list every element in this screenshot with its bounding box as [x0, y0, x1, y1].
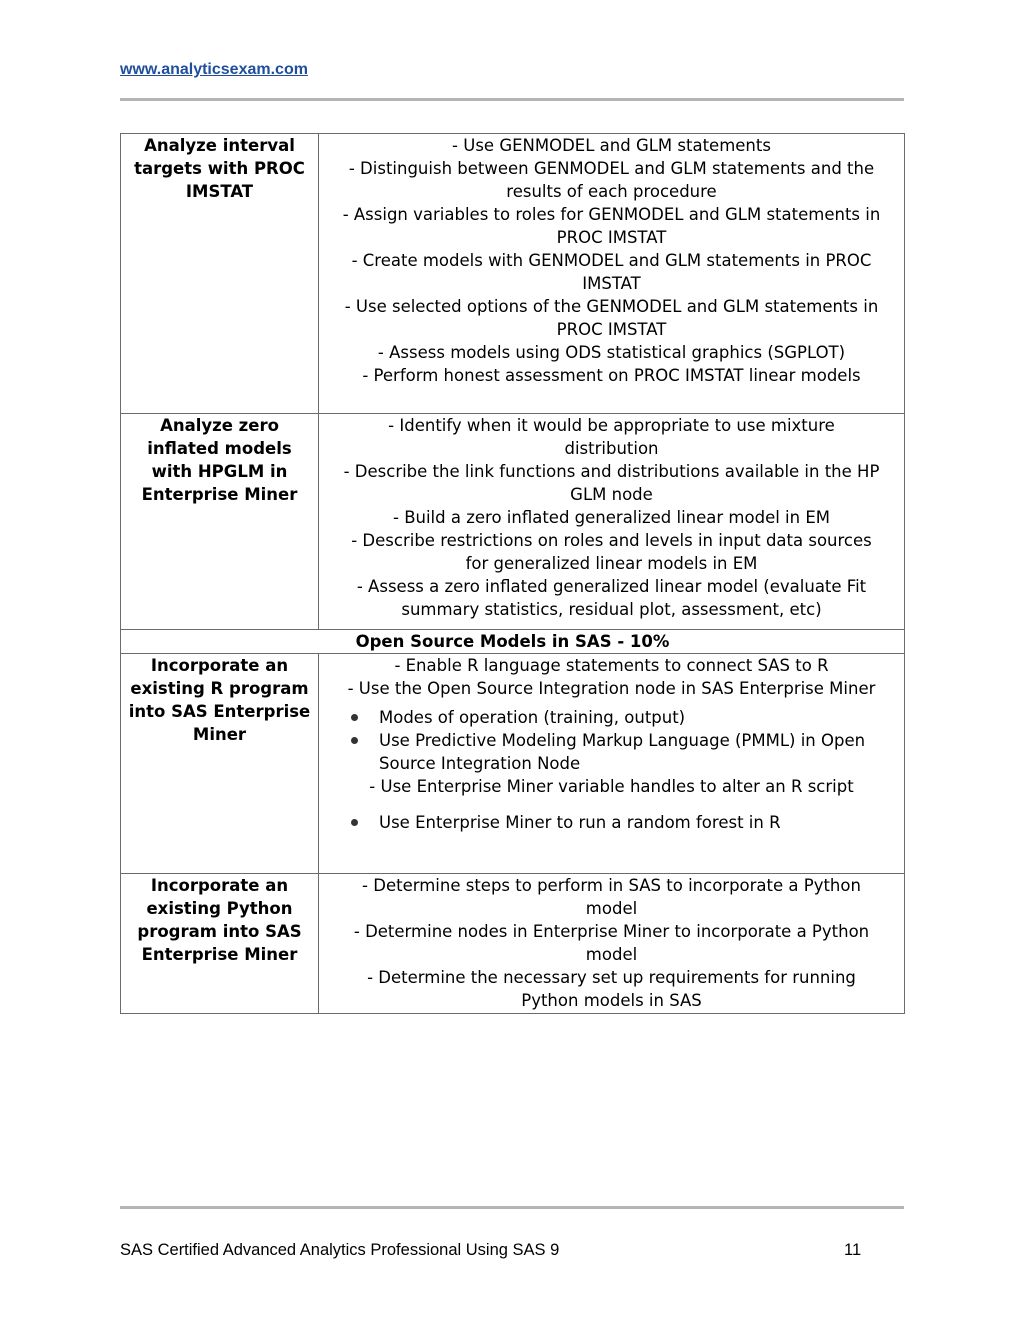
table-row — [121, 874, 905, 1014]
detail-line: GLM node — [570, 485, 653, 504]
detail-line: - Determine the necessary set up requirements for running — [367, 968, 856, 987]
footer-title: SAS Certified Advanced Analytics Professional Using SAS 9 — [120, 1241, 560, 1259]
topic-line: with HPGLM in — [151, 462, 288, 481]
topic-line: IMSTAT — [185, 182, 254, 201]
detail-line: - Use selected options of the GENMODEL and GLM statements in — [344, 297, 879, 316]
page-number: 11 — [844, 1241, 862, 1259]
bullet-text: Use Predictive Modeling Markup Language (PMML) in Open Source Integration Node — [379, 731, 866, 773]
list-item — [319, 729, 904, 775]
topic-line: existing R program — [130, 679, 309, 698]
detail-line: PROC IMSTAT — [556, 228, 667, 247]
topic-line: Enterprise Miner — [141, 945, 298, 964]
bullet-icon — [351, 819, 358, 826]
details-cell — [319, 134, 905, 414]
detail-line: model — [585, 899, 638, 918]
section-heading-row — [121, 630, 905, 654]
details-cell — [319, 874, 905, 1014]
detail-line: - Describe the link functions and distributions available in the HP — [343, 462, 880, 481]
topic-line: Analyze interval — [144, 136, 295, 155]
detail-line: - Enable R language statements to connect SAS to R — [394, 656, 829, 675]
topic-cell — [121, 134, 319, 414]
header-divider — [120, 98, 904, 101]
detail-line: - Use the Open Source Integration node in SAS Enterprise Miner — [347, 679, 876, 698]
list-item — [319, 706, 904, 729]
topic-line: Miner — [192, 725, 247, 744]
topic-line: Enterprise Miner — [141, 485, 298, 504]
list-item — [319, 811, 904, 834]
detail-line: - Determine steps to perform in SAS to incorporate a Python — [362, 876, 861, 895]
bullet-list — [319, 811, 904, 834]
topic-line: into SAS Enterprise — [128, 702, 311, 721]
bullet-list — [319, 706, 904, 775]
topic-line: program into SAS — [137, 922, 302, 941]
section-heading: Open Source Models in SAS - 10% — [121, 630, 905, 654]
detail-line: - Use Enterprise Miner variable handles to alter an R script — [369, 777, 854, 796]
bullet-text: Modes of operation (training, output) — [379, 708, 686, 727]
topic-line: Incorporate an — [150, 876, 289, 895]
detail-line: summary statistics, residual plot, assessment, etc) — [401, 600, 822, 619]
table-row — [121, 134, 905, 414]
detail-line: PROC IMSTAT — [556, 320, 667, 339]
detail-line: model — [585, 945, 638, 964]
detail-line: - Distinguish between GENMODEL and GLM statements and the — [348, 159, 875, 178]
detail-line: - Build a zero inflated generalized linear model in EM — [393, 508, 830, 527]
footer-divider — [120, 1206, 904, 1209]
detail-line: IMSTAT — [582, 274, 641, 293]
detail-line: results of each procedure — [506, 182, 717, 201]
detail-line: - Assess models using ODS statistical graphics (SGPLOT) — [377, 343, 846, 362]
bullet-icon — [351, 737, 358, 744]
detail-line: - Create models with GENMODEL and GLM statements in PROC — [351, 251, 872, 270]
topic-cell — [121, 654, 319, 874]
topic-line: Incorporate an — [150, 656, 289, 675]
detail-line: - Assign variables to roles for GENMODEL and GLM statements in — [342, 205, 881, 224]
topic-cell — [121, 874, 319, 1014]
table-row — [121, 414, 905, 630]
table-row — [121, 654, 905, 874]
bullet-text: Use Enterprise Miner to run a random forest in R — [379, 813, 781, 832]
detail-line: - Assess a zero inflated generalized linear model (evaluate Fit — [356, 577, 867, 596]
topic-line: Analyze zero — [160, 416, 279, 435]
detail-line: - Use GENMODEL and GLM statements — [452, 136, 771, 155]
topic-line: inflated models — [147, 439, 292, 458]
syllabus-table — [120, 133, 905, 1014]
website-link[interactable]: www.analyticsexam.com — [120, 61, 308, 78]
topic-line: existing Python — [146, 899, 293, 918]
detail-line: - Determine nodes in Enterprise Miner to incorporate a Python — [353, 922, 870, 941]
details-cell — [319, 654, 905, 874]
details-cell — [319, 414, 905, 630]
detail-line: - Perform honest assessment on PROC IMSTAT linear models — [362, 366, 861, 385]
detail-line: for generalized linear models in EM — [465, 554, 758, 573]
detail-line: - Describe restrictions on roles and levels in input data sources — [351, 531, 872, 550]
detail-line: - Identify when it would be appropriate to use mixture — [388, 416, 835, 435]
topic-line: targets with PROC — [134, 159, 305, 178]
detail-line: distribution — [564, 439, 659, 458]
topic-cell — [121, 414, 319, 630]
bullet-icon — [351, 714, 358, 721]
detail-line: Python models in SAS — [521, 991, 702, 1010]
